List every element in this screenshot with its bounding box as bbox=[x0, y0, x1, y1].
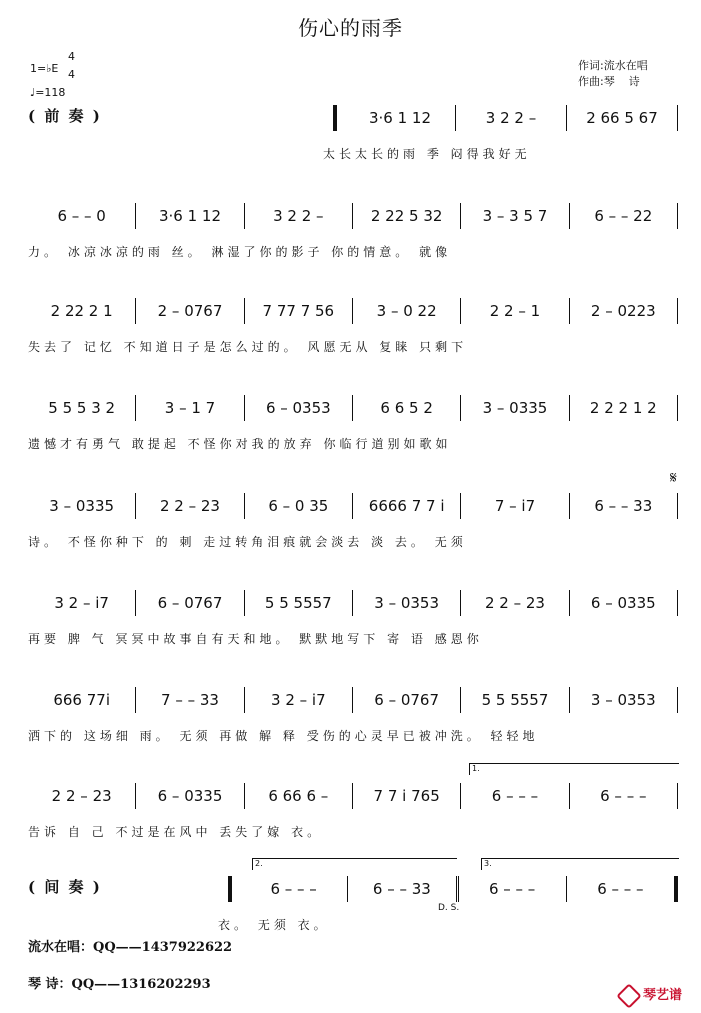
measure: 6 – – 22 bbox=[570, 203, 678, 229]
lyric-line: 衣。 无须 衣。 bbox=[218, 918, 330, 932]
measure: 3 2 – i7 bbox=[28, 590, 136, 616]
measure: 2 2 – 23 bbox=[136, 493, 244, 519]
measure: 6 – 0335 bbox=[570, 590, 678, 616]
lyric-line: 告诉 自 己 不过是在风中 丢失了嫁 衣。 bbox=[28, 825, 324, 839]
measure: 6 6 5 2 bbox=[353, 395, 461, 421]
measure: 3 – 1 7 bbox=[136, 395, 244, 421]
site-logo bbox=[620, 984, 690, 1006]
measure: 2 22 5 32 bbox=[353, 203, 461, 229]
measure: 6 – 0767 bbox=[136, 590, 244, 616]
logo-text: 琴艺谱 bbox=[643, 988, 683, 1003]
measure: 7 77 7 56 bbox=[245, 298, 353, 324]
notation-line bbox=[228, 876, 678, 902]
ds-marking: D. S. bbox=[438, 903, 460, 913]
lyric-line: 力。 冰凉冰凉的雨 丝。 淋湿了你的影子 你的情意。 就像 bbox=[28, 245, 452, 259]
measure: 6 – – – bbox=[461, 783, 569, 809]
song-title: 伤心的雨季 bbox=[298, 16, 403, 40]
notation-line bbox=[28, 783, 678, 809]
lyric-line: 失去了 记忆 不知道日子是怎么过的。 风愿无从 复睐 只剩下 bbox=[28, 340, 468, 354]
measure: 3·6 1 12 bbox=[136, 203, 244, 229]
measure: 3 2 – i7 bbox=[245, 687, 353, 713]
volta-1: 1. bbox=[469, 763, 679, 775]
measure: 7 7 i 765 bbox=[353, 783, 461, 809]
measure: 6 – – 0 bbox=[28, 203, 136, 229]
measure: 6 – 0335 bbox=[136, 783, 244, 809]
measure: 3 – 0335 bbox=[28, 493, 136, 519]
measure: 2 2 – 1 bbox=[461, 298, 569, 324]
measure: 6 – 0353 bbox=[245, 395, 353, 421]
interlude-label: ( 间 奏 ) bbox=[28, 878, 102, 896]
measure: 7 – i7 bbox=[461, 493, 569, 519]
volta-2: 2. bbox=[252, 858, 457, 870]
measure: 3 – 0 22 bbox=[353, 298, 461, 324]
measure: 3 – 0353 bbox=[353, 590, 461, 616]
measure: 3 – 3 5 7 bbox=[461, 203, 569, 229]
prelude-label: ( 前 奏 ) bbox=[28, 107, 102, 125]
lyric-line: 洒下的 这场细 雨。 无须 再做 解 释 受伤的心灵早已被冲洗。 轻轻地 bbox=[28, 729, 539, 743]
tempo-marking: ♩=118 bbox=[30, 86, 66, 99]
lyric-line: 诗。 不怪你种下 的 刺 走过转角泪痕就会淡去 淡 去。 无须 bbox=[28, 535, 467, 549]
measure: 6 – – – bbox=[570, 783, 678, 809]
notation-line bbox=[28, 395, 678, 421]
measure: 2 2 2 1 2 bbox=[570, 395, 678, 421]
time-signature-bottom: 4 bbox=[68, 68, 75, 81]
measure: 5 5 5557 bbox=[245, 590, 353, 616]
contact-composer: 琴 诗：QQ——1316202293 bbox=[28, 977, 211, 992]
measure: 2 – 0223 bbox=[570, 298, 678, 324]
notation-line bbox=[28, 298, 678, 324]
measure: 5 5 5557 bbox=[461, 687, 569, 713]
measure: 2 – 0767 bbox=[136, 298, 244, 324]
measure: 7 – – 33 bbox=[136, 687, 244, 713]
lyric-line: 再要 脾 气 冥冥中故事自有天和地。 默默地写下 寄 语 感恩你 bbox=[28, 632, 483, 646]
measure: 6 – – 33 bbox=[570, 493, 678, 519]
measure: 3 – 0335 bbox=[461, 395, 569, 421]
measure: 5 5 5 3 2 bbox=[28, 395, 136, 421]
measure: 3·6 1 12 bbox=[333, 105, 456, 131]
composer-credit: 作曲:琴 诗 bbox=[578, 75, 640, 88]
notation-line bbox=[28, 203, 678, 229]
measure: 666 77i bbox=[28, 687, 136, 713]
measure: 3 – 0353 bbox=[570, 687, 678, 713]
time-signature-top: 4 bbox=[68, 50, 75, 63]
measure: 6 – – 33 bbox=[348, 876, 458, 902]
notation-line bbox=[28, 590, 678, 616]
measure: 6 – – – bbox=[567, 876, 678, 902]
contact-lyricist: 流水在唱：QQ——1437922622 bbox=[28, 940, 233, 955]
key-signature: 1=♭E bbox=[30, 62, 59, 75]
notation-line bbox=[28, 493, 678, 519]
volta-3: 3. bbox=[481, 858, 679, 870]
segno-sign: 𝄋 bbox=[670, 468, 677, 487]
lyric-line: 遗憾才有勇气 敢提起 不怪你对我的放弃 你临行道别如歌如 bbox=[28, 437, 452, 451]
measure: 6 – – – bbox=[459, 876, 567, 902]
measure: 6 – 0767 bbox=[353, 687, 461, 713]
notation-line bbox=[333, 105, 678, 131]
lyric-line: 太长太长的雨 季 闷得我好无 bbox=[323, 147, 531, 161]
measure: 2 66 5 67 bbox=[567, 105, 678, 131]
logo-icon bbox=[616, 983, 641, 1008]
notation-line bbox=[28, 687, 678, 713]
measure: 6666 7 7 i bbox=[353, 493, 461, 519]
measure: 3 2 2 – bbox=[456, 105, 567, 131]
measure: 6 – 0 35 bbox=[245, 493, 353, 519]
measure: 6 66 6 – bbox=[245, 783, 353, 809]
lyricist-credit: 作词:流水在唱 bbox=[578, 59, 648, 72]
measure: 2 2 – 23 bbox=[461, 590, 569, 616]
measure: 2 2 – 23 bbox=[28, 783, 136, 809]
measure: 2 22 2 1 bbox=[28, 298, 136, 324]
measure: 6 – – – bbox=[228, 876, 348, 902]
measure: 3 2 2 – bbox=[245, 203, 353, 229]
